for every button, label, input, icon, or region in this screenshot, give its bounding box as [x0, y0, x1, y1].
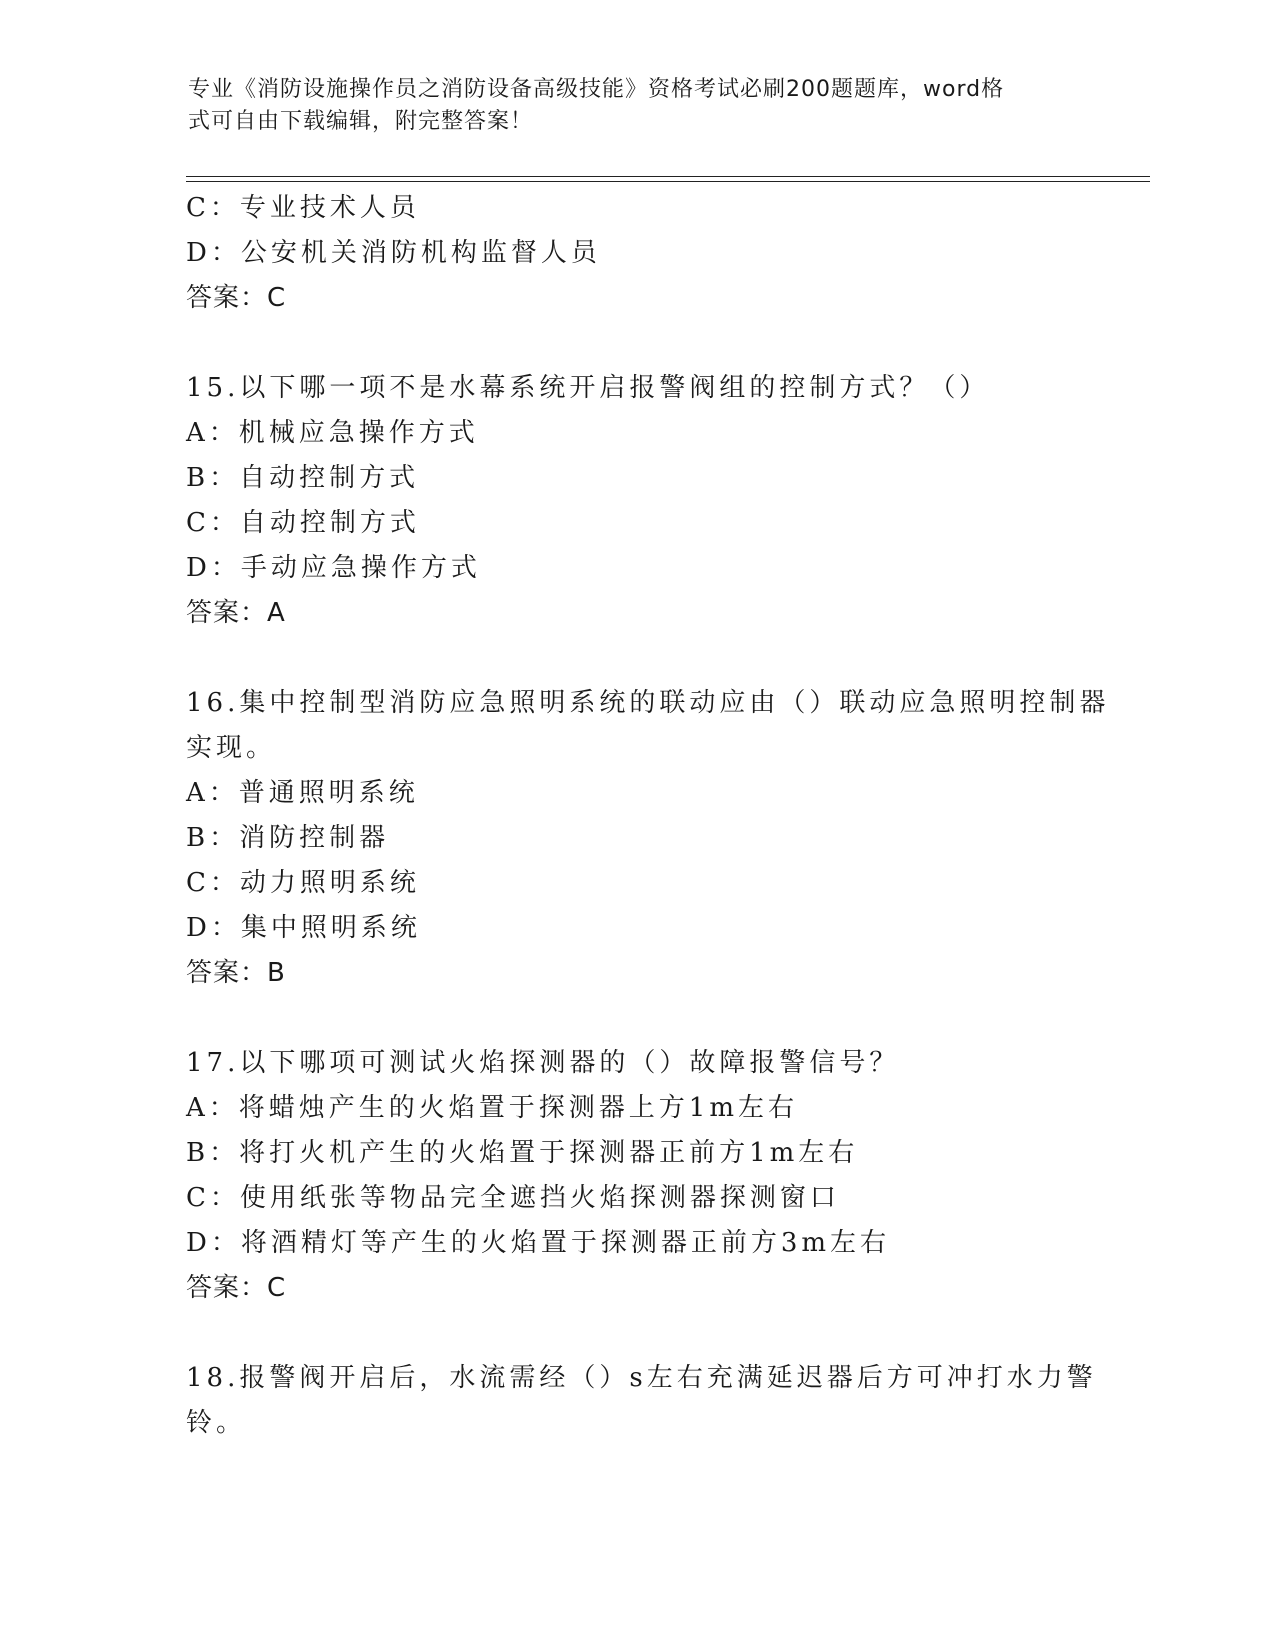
option-c: C：专业技术人员: [186, 193, 420, 223]
option-c: C：使用纸张等物品完全遮挡火焰探测器探测窗口: [186, 1183, 840, 1213]
option-a: A：机械应急操作方式: [186, 418, 479, 448]
option-d: D：将酒精灯等产生的火焰置于探测器正前方3m左右: [186, 1228, 891, 1258]
page-header: [188, 74, 1068, 138]
question-15: 15.以下哪一项不是水幕系统开启报警阀组的控制方式？（）: [186, 373, 990, 403]
option-b: B：自动控制方式: [186, 463, 420, 493]
question-17: 17.以下哪项可测试火焰探测器的（）故障报警信号？: [186, 1048, 900, 1078]
header-divider-bottom: [186, 181, 1150, 182]
question-18: 18.报警阀开启后，水流需经（）s左右充满延迟器后方可冲打水力警: [186, 1363, 1097, 1393]
question-16-cont: 实现。: [186, 733, 277, 763]
header-line-1: 专业《消防设施操作员之消防设备高级技能》资格考试必刷200题题库，word格: [188, 77, 1005, 102]
answer-line: 答案：A: [186, 598, 286, 628]
option-c: C：动力照明系统: [186, 868, 420, 898]
option-d: D：公安机关消防机构监督人员: [186, 238, 601, 268]
answer-line: 答案：B: [186, 958, 286, 988]
option-a: A：普通照明系统: [186, 778, 419, 808]
answer-line: 答案：C: [186, 1273, 287, 1303]
option-a: A：将蜡烛产生的火焰置于探测器上方1m左右: [186, 1093, 798, 1123]
option-d: D：集中照明系统: [186, 913, 421, 943]
option-b: B：将打火机产生的火焰置于探测器正前方1m左右: [186, 1138, 859, 1168]
option-b: B：消防控制器: [186, 823, 390, 853]
option-c: C：自动控制方式: [186, 508, 420, 538]
question-16: 16.集中控制型消防应急照明系统的联动应由（）联动应急照明控制器: [186, 688, 1110, 718]
question-18-cont: 铃。: [186, 1408, 247, 1438]
answer-line: 答案：C: [186, 283, 287, 313]
header-line-2: 式可自由下载编辑，附完整答案！: [188, 109, 534, 134]
header-divider-top: [186, 176, 1150, 177]
option-d: D：手动应急操作方式: [186, 553, 481, 583]
